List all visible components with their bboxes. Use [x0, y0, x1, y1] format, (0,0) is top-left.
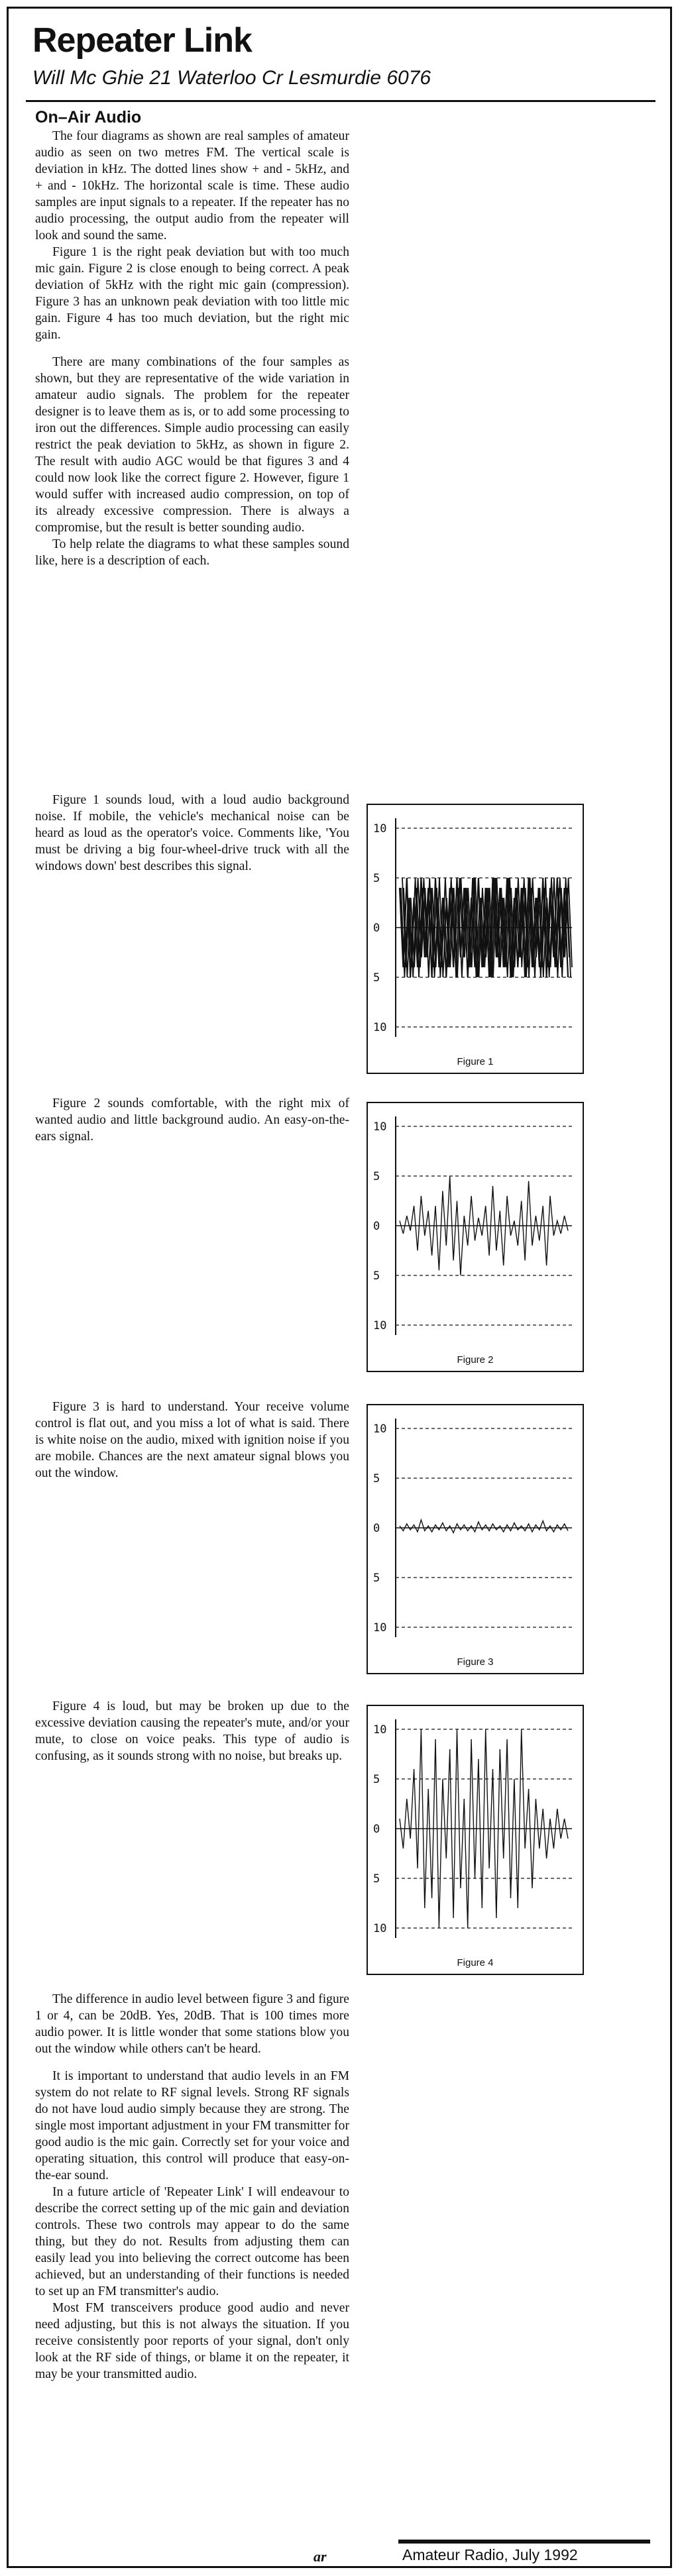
figure-3-paragraph: Figure 3 is hard to understand. Your receive volume control is flat out, and you miss a lot of what is said. There is white noise on the audio, mixed with ignition noise if you are mobile. Chances are the next amateur signal blows you out the window.	[35, 1400, 349, 1480]
closing-paragraph-1: The difference in audio level between figure 3 and figure 1 or 4, can be 20dB. Yes, 20dB. That is 100 times more audio power. It is little wonder that some stations blow you out the window while others can't be heard.	[35, 1992, 349, 2056]
header-rule	[26, 100, 655, 102]
intro-text	[35, 128, 349, 569]
y-tick-label: 10	[373, 1319, 387, 1332]
figure-4-description	[35, 1698, 349, 1764]
y-tick-label: 10	[373, 822, 387, 835]
y-tick-label: 5	[373, 1170, 380, 1183]
publication-footer: Amateur Radio, July 1992	[402, 2546, 578, 2563]
y-tick-label: 5	[373, 872, 380, 885]
figure-1-description	[35, 792, 349, 875]
y-tick-label: 10	[373, 1621, 387, 1635]
y-tick-label: 10	[373, 1723, 387, 1737]
figure-3-description	[35, 1399, 349, 1481]
figure-1	[367, 804, 584, 1074]
y-tick-label: 10	[373, 1120, 387, 1134]
figure-2	[367, 1102, 584, 1372]
y-tick-label: 0	[373, 1522, 380, 1535]
closing-paragraph-2: It is important to understand that audio levels in an FM system do not relate to RF signal levels. Strong RF signals do not have loud audio simply because they are strong. The single most important adjustment in your FM transmitter for good audio is the mic gain. Correctly set for your voice and operating situation, this control will produce that easy-on-the-ear sound.	[35, 2069, 349, 2182]
figure-3	[367, 1404, 584, 1674]
closing-paragraph-4: Most FM transceivers produce good audio and never need adjusting, but this is not always the situation. If you receive consistently poor reports of your signal, don't only look at the RF side of things, or blame it on the repeater, it may be your transmitted audio.	[35, 2301, 349, 2381]
section-heading: On–Air Audio	[35, 108, 142, 127]
figure-2-description	[35, 1095, 349, 1145]
y-tick-label: 0	[373, 1220, 380, 1233]
y-tick-label: 5	[373, 1872, 380, 1886]
y-tick-label: 10	[373, 1021, 387, 1034]
y-tick-label: 5	[373, 1269, 380, 1283]
intro-paragraph-4: To help relate the diagrams to what these samples sound like, here is a description of each.	[35, 537, 349, 568]
figure-1-caption: Figure 1	[457, 1056, 494, 1067]
author-line: Will Mc Ghie 21 Waterloo Cr Lesmurdie 6076	[32, 67, 431, 89]
footer-rule	[398, 2540, 650, 2544]
article-title: Repeater Link	[32, 21, 252, 60]
y-tick-label: 10	[373, 1422, 387, 1436]
y-tick-label: 5	[373, 971, 380, 985]
figure-2-plot	[368, 1103, 583, 1348]
figure-3-caption: Figure 3	[457, 1656, 494, 1668]
intro-paragraph-2: Figure 1 is the right peak deviation but with too much mic gain. Figure 2 is close enough to being correct. A peak deviation of 5kHz with the right mic gain (compression). Figure 3 has an unknown peak deviation with too little mic gain. Figure 4 has too much deviation, but the right mic gain.	[35, 245, 349, 342]
figure-4-paragraph: Figure 4 is loud, but may be broken up due to the excessive deviation causing the repeater's mute, and/or your mute, to close on voice peaks. This type of audio is confusing, as it sounds strong with no noise, but breaks up.	[35, 1699, 349, 1763]
figure-3-plot	[368, 1405, 583, 1650]
closing-paragraph-3: In a future article of 'Repeater Link' I will endeavour to describe the correct setting up of the mic gain and deviation controls. These two controls may appear to do the same thing, but they do not. Results from adjusting them can easily lead you into believing the correct outcome has been achieved, but an understanding of their functions is needed to set up an FM transmitter's audio.	[35, 2185, 349, 2298]
figure-4	[367, 1705, 584, 1975]
intro-paragraph-3: There are many combinations of the four samples as shown, but they are representative of the wide variation in amateur audio signals. The problem for the repeater designer is to leave them as is, or to add some processing to iron out the differences. Simple audio processing can easily restrict the peak deviation to 5kHz, as shown in figure 2. The result with audio AGC would be that figures 3 and 4 could now look like the correct figure 2. However, figure 1 would suffer with increased audio compression, on top of its already excessive compression. There is always a compromise, but the result is better sounding audio.	[35, 355, 349, 535]
y-tick-label: 5	[373, 1472, 380, 1485]
intro-paragraph-1: The four diagrams as shown are real samples of amateur audio as seen on two metres FM. The vertical scale is deviation in kHz. The dotted lines show + and - 5kHz, and + and - 10kHz. The horizontal scale is time. These audio samples are input signals to a repeater. If the repeater has no audio processing, the output audio from the repeater will look and sound the same.	[35, 129, 349, 242]
figure-1-plot	[368, 805, 583, 1050]
figure-4-caption: Figure 4	[457, 1957, 494, 1968]
audio-waveform	[400, 1520, 568, 1533]
figure-1-paragraph: Figure 1 sounds loud, with a loud audio background noise. If mobile, the vehicle's mechanical noise can be heard as loud as the operator's voice. Comments like, 'You must be driving a big four-wheel-drive truck with all the windows down' best describes this signal.	[35, 793, 349, 873]
closing-text	[35, 1991, 349, 2383]
y-tick-label: 10	[373, 1922, 387, 1935]
y-tick-label: 0	[373, 1823, 380, 1836]
figure-4-plot	[368, 1706, 583, 1951]
end-mark: ar	[313, 2548, 327, 2565]
y-tick-label: 0	[373, 922, 380, 935]
article-page	[7, 7, 672, 2568]
y-tick-label: 5	[373, 1572, 380, 1585]
figure-2-caption: Figure 2	[457, 1354, 494, 1366]
y-tick-label: 5	[373, 1773, 380, 1786]
figure-2-paragraph: Figure 2 sounds comfortable, with the right mix of wanted audio and little background audio. An easy-on-the-ears signal.	[35, 1097, 349, 1144]
